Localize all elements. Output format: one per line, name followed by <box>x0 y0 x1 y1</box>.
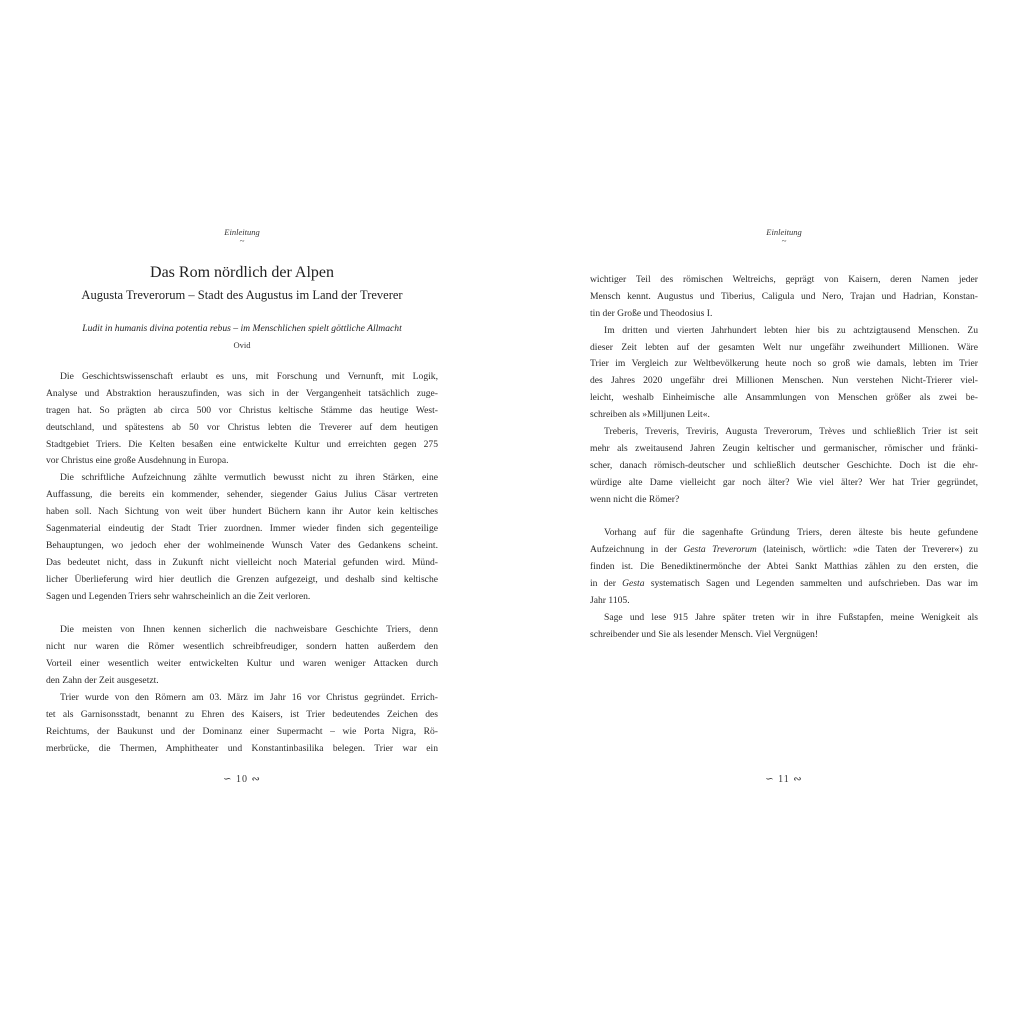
text-line: tin der Große und Theodosius I. <box>590 307 713 319</box>
text-line: tragen hat. So prägten ab circa 500 vor Christus keltische Stämme das heutige West- <box>46 404 438 416</box>
text-line: in der Gesta systematisch Sagen und Legenden sammelten und aufschrieben. Das war im <box>590 578 978 590</box>
text-line: Die meisten von Ihnen kennen sicherlich die nachweisbare Geschichte Triers, denn <box>60 624 438 636</box>
text-line: würdige alte Dame vielleicht gar noch älter? Wie viel älter? Wer hat Trier gegründet, <box>590 476 978 488</box>
page-number-left: ∽ 10 ∾ <box>223 774 261 785</box>
text-line: mehr als zweitausend Jahren Zeugin keltischer und germanischer, römischer und fränki- <box>590 442 978 454</box>
left-body-text <box>46 369 438 757</box>
left-page <box>46 0 438 1024</box>
text-line: licher Überlieferung wird hier deutlich die Grenzen aufgezeigt, und deshalb sind keltische <box>46 573 438 585</box>
text-line: Die schriftliche Aufzeichnung zählte vermutlich bewusst nicht zu ihren Stärken, eine <box>60 472 438 484</box>
text-line: Aufzeichnung in der Gesta Treverorum (lateinisch, wörtlich: »die Taten der Treverer«) zu <box>590 544 978 556</box>
page-number-right: ∽ 11 ∾ <box>765 774 803 785</box>
text-line: Behauptungen, wo jedoch eher der wohlmeinende Wunsch Vater des Gedankens scheint. <box>46 539 438 551</box>
chapter-subtitle: Augusta Treverorum – Stadt des Augustus im Land der Treverer <box>81 288 403 302</box>
text-line: finden ist. Die Benediktinermönche der Abtei Sankt Matthias zählen zu den ersten, die <box>590 561 978 573</box>
text-line: haben soll. Nach Sichtung von weit über hundert Büchern kann ihr Autor kein keltisches <box>46 506 438 518</box>
text-line: deutschland, und spätestens ab 50 vor Christus lebten die Treverer auf dem heutigen <box>46 421 438 433</box>
text-line: Im dritten und vierten Jahrhundert lebten hier bis zu achtzigtausend Menschen. Zu <box>604 324 978 336</box>
text-line: Analyse und Abstraktion herauszufinden, was sich in der Vergangenheit tatsächlich zuge- <box>46 387 438 399</box>
text-line: Vorhang auf für die sagenhafte Gründung Triers, deren älteste bis heute gefundene <box>604 527 978 539</box>
epigraph-author: Ovid <box>233 340 251 350</box>
text-line: Jahr 1105. <box>590 594 630 606</box>
text-line: wenn nicht die Römer? <box>590 493 680 505</box>
text-line: wichtiger Teil des römischen Weltreichs, geprägt von Kaisern, deren Namen jeder <box>590 274 978 285</box>
text-line: Treberis, Treveris, Treviris, Augusta Treverorum, Trèves und schließlich Trier ist seit <box>604 426 978 438</box>
text-line: Sagenmaterial eindeutig der Stadt Trier zuordnen. Immer wieder finden sich gegenteilige <box>46 523 438 535</box>
text-line: Reichtums, der Baukunst und der Dominanz einer Supermacht – wie Porta Nigra, Rö- <box>46 725 438 737</box>
running-head-ornament: ~ <box>781 236 787 246</box>
text-line: Sagen und Legenden Triers sehr wahrscheinlich an die Zeit verloren. <box>46 590 311 602</box>
text-line: Stadtgebiet Triers. Die Kelten besaßen eine entwickelte Kultur und erreichten gegen 275 <box>46 438 438 450</box>
text-line: merbrücke, die Thermen, Amphitheater und Konstantinbasilika belegen. Trier war ein <box>46 742 438 754</box>
text-line: vor Christus eine große Ausdehnung in Europa. <box>46 455 229 467</box>
running-head <box>46 227 438 245</box>
text-line: schreibender und Sie als lesender Mensch. Viel Vergnügen! <box>590 628 819 640</box>
text-line: leicht, weshalb Einheimische alle Ansammlungen von Menschen größer als zwei be- <box>590 392 978 404</box>
text-line: Das bedeutet nicht, dass in Zukunft nicht vielleicht noch Material gefunden wird. Münd- <box>46 556 438 568</box>
running-head-ornament: ~ <box>239 236 245 246</box>
text-line: scher, danach römisch-deutscher und schließlich deutscher Geschichte. Doch ist die ehr- <box>590 459 978 471</box>
paragraph-gap <box>46 605 438 622</box>
text-line: Auffassung, die bereits ein kommender, sehender, siegender Gaius Julius Cäsar vertreten <box>46 489 438 501</box>
text-line: Trier im Vergleich zur Weltbevölkerung heute noch so groß wie damals, lebten im Trier <box>590 358 978 370</box>
text-line: Mensch kennt. Augustus und Tiberius, Caligula und Nero, Trajan und Hadrian, Konstan- <box>590 290 978 302</box>
text-line: Sage und lese 915 Jahre später treten wir in ihre Fußstapfen, meine Wenigkeit als <box>604 611 978 623</box>
text-line: Die Geschichtswissenschaft erlaubt es uns, mit Forschung und Vernunft, mit Logik, <box>60 371 438 382</box>
running-head <box>590 227 978 245</box>
text-line: des Jahres 2020 ungefähr drei Millionen Menschen. Nun verstehen Nicht-Trierer viel- <box>590 375 978 387</box>
epigraph: Ludit in humanis divina potentia rebus – im Menschlichen spielt göttliche Allmacht <box>82 323 402 334</box>
text-line: den Zahn der Zeit ausgesetzt. <box>46 675 159 687</box>
chapter-title: Das Rom nördlich der Alpen <box>150 264 334 281</box>
text-line: schreiben als »Milljunen Leit«. <box>590 409 710 421</box>
text-line: nicht nur waren die Römer wesentlich schreibfreudiger, sondern hatten außerdem den <box>46 641 438 653</box>
text-line: tet als Garnisonsstadt, benannt zu Ehren des Kaisers, ist Trier bedeutendes Zeichen des <box>46 708 438 720</box>
running-head-text: Einleitung <box>224 227 260 237</box>
right-page <box>590 0 978 1024</box>
text-line: Trier wurde von den Römern am 03. März im Jahr 16 vor Christus gegründet. Errich- <box>60 691 438 703</box>
running-head-text: Einleitung <box>766 227 802 237</box>
text-line: Vorteil einer wesentlich weiter entwickelten Kultur und waren weniger Attacken durch <box>46 658 438 670</box>
paragraph-gap <box>590 508 978 525</box>
text-line: dieser Zeit lebten auf der gesamten Welt nur ungefähr zweihundert Millionen. Wäre <box>590 341 978 353</box>
right-body-text <box>590 272 978 644</box>
